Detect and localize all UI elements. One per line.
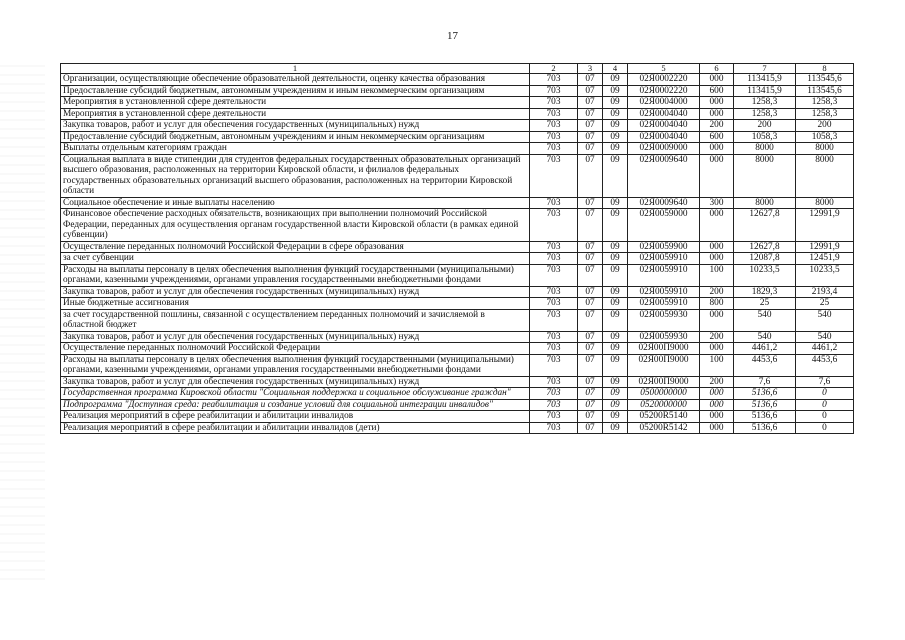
target-article-cell: 05200R5140	[628, 411, 700, 423]
table-row	[61, 209, 854, 242]
amount-year2-cell: 8000	[796, 197, 854, 209]
table-row	[61, 74, 854, 86]
ved-code-cell: 703	[530, 241, 578, 253]
ved-code-cell: 703	[530, 411, 578, 423]
amount-year1-cell: 12087,8	[734, 253, 796, 265]
subsection-code-cell: 09	[603, 108, 628, 120]
budget-table	[60, 63, 854, 434]
section-code-cell: 07	[578, 143, 603, 155]
row-name-cell: Реализация мероприятий в сфере реабилитации и абилитации инвалидов	[61, 411, 530, 423]
row-name-cell: Организации, осуществляющие обеспечение образовательной деятельности, оценку качества образования	[61, 74, 530, 86]
amount-year2-cell: 0	[796, 388, 854, 400]
ved-code-cell: 703	[530, 120, 578, 132]
section-code-cell: 07	[578, 74, 603, 86]
ved-code-cell: 703	[530, 422, 578, 434]
subsection-code-cell: 09	[603, 376, 628, 388]
ved-code-cell: 703	[530, 343, 578, 355]
amount-year1-cell: 1258,3	[734, 97, 796, 109]
budget-table-container	[60, 63, 853, 434]
ved-code-cell: 703	[530, 85, 578, 97]
section-code-cell: 07	[578, 354, 603, 376]
expense-type-cell: 600	[700, 85, 734, 97]
section-code-cell: 07	[578, 197, 603, 209]
expense-type-cell: 100	[700, 264, 734, 286]
section-code-cell: 07	[578, 241, 603, 253]
expense-type-cell: 000	[700, 209, 734, 242]
expense-type-cell: 200	[700, 286, 734, 298]
expense-type-cell: 000	[700, 97, 734, 109]
ved-code-cell: 703	[530, 388, 578, 400]
row-name-cell: Закупка товаров, работ и услуг для обеспечения государственных (муниципальных) нужд	[61, 376, 530, 388]
ved-code-cell: 703	[530, 286, 578, 298]
amount-year2-cell: 200	[796, 120, 854, 132]
target-article-cell: 02Я0059900	[628, 241, 700, 253]
ved-code-cell: 703	[530, 97, 578, 109]
amount-year1-cell: 12627,8	[734, 241, 796, 253]
target-article-cell: 02Я0059910	[628, 253, 700, 265]
section-code-cell: 07	[578, 331, 603, 343]
ved-code-cell: 703	[530, 108, 578, 120]
row-name-cell: Мероприятия в установленной сфере деятельности	[61, 108, 530, 120]
subsection-code-cell: 09	[603, 97, 628, 109]
target-article-cell: 02Я00П9000	[628, 376, 700, 388]
expense-type-cell: 000	[700, 422, 734, 434]
target-article-cell: 02Я0059930	[628, 309, 700, 331]
section-code-cell: 07	[578, 399, 603, 411]
amount-year2-cell: 113545,6	[796, 85, 854, 97]
subsection-code-cell: 09	[603, 354, 628, 376]
ved-code-cell: 703	[530, 74, 578, 86]
amount-year2-cell: 1258,3	[796, 108, 854, 120]
section-code-cell: 07	[578, 264, 603, 286]
expense-type-cell: 100	[700, 354, 734, 376]
amount-year2-cell: 8000	[796, 154, 854, 197]
row-name-cell: Реализация мероприятий в сфере реабилитации и абилитации инвалидов (дети)	[61, 422, 530, 434]
ved-code-cell: 703	[530, 298, 578, 310]
row-name-cell: Расходы на выплаты персоналу в целях обеспечения выполнения функций государственными (муниципальными) органами, казенными учреждениями, органами управления государственными внебюджетными фондами	[61, 354, 530, 376]
target-article-cell: 02Я0059930	[628, 331, 700, 343]
amount-year1-cell: 5136,6	[734, 411, 796, 423]
column-header: 3	[578, 64, 603, 74]
expense-type-cell: 000	[700, 108, 734, 120]
ved-code-cell: 703	[530, 354, 578, 376]
amount-year2-cell: 12991,9	[796, 209, 854, 242]
expense-type-cell: 000	[700, 411, 734, 423]
table-header-row	[61, 64, 854, 74]
table-row	[61, 298, 854, 310]
amount-year1-cell: 8000	[734, 154, 796, 197]
expense-type-cell: 000	[700, 74, 734, 86]
target-article-cell: 02Я0004040	[628, 108, 700, 120]
expense-type-cell: 800	[700, 298, 734, 310]
amount-year2-cell: 8000	[796, 143, 854, 155]
amount-year1-cell: 5136,6	[734, 388, 796, 400]
section-code-cell: 07	[578, 154, 603, 197]
target-article-cell: 02Я0004040	[628, 131, 700, 143]
target-article-cell: 02Я0004000	[628, 97, 700, 109]
amount-year1-cell: 4461,2	[734, 343, 796, 355]
table-row	[61, 97, 854, 109]
column-header: 6	[700, 64, 734, 74]
table-row	[61, 354, 854, 376]
ved-code-cell: 703	[530, 131, 578, 143]
table-row	[61, 131, 854, 143]
subsection-code-cell: 09	[603, 197, 628, 209]
column-header: 1	[61, 64, 530, 74]
section-code-cell: 07	[578, 286, 603, 298]
section-code-cell: 07	[578, 309, 603, 331]
table-row	[61, 108, 854, 120]
row-name-cell: Закупка товаров, работ и услуг для обеспечения государственных (муниципальных) нужд	[61, 286, 530, 298]
subsection-code-cell: 09	[603, 154, 628, 197]
table-row	[61, 85, 854, 97]
section-code-cell: 07	[578, 343, 603, 355]
amount-year1-cell: 8000	[734, 197, 796, 209]
target-article-cell: 02Я00П9000	[628, 354, 700, 376]
amount-year1-cell: 5136,6	[734, 399, 796, 411]
table-body	[61, 74, 854, 434]
ved-code-cell: 703	[530, 309, 578, 331]
table-row	[61, 120, 854, 132]
target-article-cell: 0500000000	[628, 388, 700, 400]
target-article-cell: 02Я0009640	[628, 154, 700, 197]
column-header: 8	[796, 64, 854, 74]
subsection-code-cell: 09	[603, 388, 628, 400]
amount-year1-cell: 540	[734, 309, 796, 331]
table-row	[61, 309, 854, 331]
expense-type-cell: 000	[700, 309, 734, 331]
target-article-cell: 02Я0059910	[628, 298, 700, 310]
amount-year2-cell: 0	[796, 411, 854, 423]
amount-year2-cell: 1258,3	[796, 97, 854, 109]
section-code-cell: 07	[578, 298, 603, 310]
amount-year1-cell: 113415,9	[734, 85, 796, 97]
target-article-cell: 0520000000	[628, 399, 700, 411]
table-row	[61, 197, 854, 209]
scan-margin-noise	[0, 60, 45, 580]
amount-year1-cell: 5136,6	[734, 422, 796, 434]
table-row	[61, 143, 854, 155]
subsection-code-cell: 09	[603, 343, 628, 355]
table-row	[61, 411, 854, 423]
amount-year2-cell: 4453,6	[796, 354, 854, 376]
expense-type-cell: 000	[700, 253, 734, 265]
row-name-cell: Иные бюджетные ассигнования	[61, 298, 530, 310]
row-name-cell: за счет государственной пошлины, связанной с осуществлением переданных полномочий и зачисляемой в областной бюджет	[61, 309, 530, 331]
subsection-code-cell: 09	[603, 241, 628, 253]
row-name-cell: Выплаты отдельным категориям граждан	[61, 143, 530, 155]
amount-year2-cell: 0	[796, 422, 854, 434]
target-article-cell: 02Я00П9000	[628, 343, 700, 355]
amount-year1-cell: 1058,3	[734, 131, 796, 143]
subsection-code-cell: 09	[603, 399, 628, 411]
subsection-code-cell: 09	[603, 209, 628, 242]
subsection-code-cell: 09	[603, 131, 628, 143]
row-name-cell: Расходы на выплаты персоналу в целях обеспечения выполнения функций государственными (муниципальными) органами, казенными учреждениями, органами управления государственными внебюджетными фондами	[61, 264, 530, 286]
table-row	[61, 422, 854, 434]
amount-year1-cell: 12627,8	[734, 209, 796, 242]
amount-year1-cell: 1258,3	[734, 108, 796, 120]
row-name-cell: Государственная программа Кировской области "Социальная поддержка и социальное обслуживание граждан"	[61, 388, 530, 400]
ved-code-cell: 703	[530, 253, 578, 265]
expense-type-cell: 000	[700, 154, 734, 197]
row-name-cell: Закупка товаров, работ и услуг для обеспечения государственных (муниципальных) нужд	[61, 331, 530, 343]
target-article-cell: 02Я0002220	[628, 85, 700, 97]
table-row	[61, 286, 854, 298]
subsection-code-cell: 09	[603, 74, 628, 86]
amount-year1-cell: 113415,9	[734, 74, 796, 86]
section-code-cell: 07	[578, 97, 603, 109]
target-article-cell: 05200R5142	[628, 422, 700, 434]
column-header: 2	[530, 64, 578, 74]
expense-type-cell: 200	[700, 331, 734, 343]
subsection-code-cell: 09	[603, 309, 628, 331]
amount-year1-cell: 7,6	[734, 376, 796, 388]
subsection-code-cell: 09	[603, 331, 628, 343]
amount-year1-cell: 540	[734, 331, 796, 343]
column-header: 7	[734, 64, 796, 74]
row-name-cell: за счет субвенции	[61, 253, 530, 265]
subsection-code-cell: 09	[603, 422, 628, 434]
target-article-cell: 02Я0002220	[628, 74, 700, 86]
expense-type-cell: 200	[700, 376, 734, 388]
column-header: 5	[628, 64, 700, 74]
section-code-cell: 07	[578, 253, 603, 265]
subsection-code-cell: 09	[603, 286, 628, 298]
table-row	[61, 376, 854, 388]
expense-type-cell: 000	[700, 241, 734, 253]
ved-code-cell: 703	[530, 209, 578, 242]
row-name-cell: Финансовое обеспечение расходных обязательств, возникающих при выполнении полномочий Российской Федерации, переданных для осуществления органам государственной власти Кировской области (в рамках единой субвенции)	[61, 209, 530, 242]
amount-year2-cell: 12991,9	[796, 241, 854, 253]
expense-type-cell: 300	[700, 197, 734, 209]
row-name-cell: Осуществление переданных полномочий Российской Федерации в сфере образования	[61, 241, 530, 253]
table-row	[61, 388, 854, 400]
amount-year2-cell: 4461,2	[796, 343, 854, 355]
amount-year1-cell: 8000	[734, 143, 796, 155]
section-code-cell: 07	[578, 131, 603, 143]
row-name-cell: Закупка товаров, работ и услуг для обеспечения государственных (муниципальных) нужд	[61, 120, 530, 132]
table-row	[61, 154, 854, 197]
section-code-cell: 07	[578, 108, 603, 120]
table-row	[61, 253, 854, 265]
subsection-code-cell: 09	[603, 143, 628, 155]
ved-code-cell: 703	[530, 331, 578, 343]
column-header: 4	[603, 64, 628, 74]
expense-type-cell: 000	[700, 399, 734, 411]
row-name-cell: Подпрограмма "Доступная среда: реабилитация и создание условий для социальной интеграции инвалидов"	[61, 399, 530, 411]
table-row	[61, 241, 854, 253]
amount-year2-cell: 7,6	[796, 376, 854, 388]
ved-code-cell: 703	[530, 264, 578, 286]
table-row	[61, 264, 854, 286]
amount-year1-cell: 4453,6	[734, 354, 796, 376]
amount-year2-cell: 540	[796, 331, 854, 343]
ved-code-cell: 703	[530, 154, 578, 197]
target-article-cell: 02Я0009000	[628, 143, 700, 155]
expense-type-cell: 000	[700, 143, 734, 155]
target-article-cell: 02Я0059000	[628, 209, 700, 242]
amount-year1-cell: 10233,5	[734, 264, 796, 286]
row-name-cell: Предоставление субсидий бюджетным, автономным учреждениям и иным некоммерческим организациям	[61, 85, 530, 97]
amount-year2-cell: 2193,4	[796, 286, 854, 298]
ved-code-cell: 703	[530, 399, 578, 411]
amount-year2-cell: 540	[796, 309, 854, 331]
section-code-cell: 07	[578, 388, 603, 400]
row-name-cell: Социальное обеспечение и иные выплаты населению	[61, 197, 530, 209]
table-row	[61, 343, 854, 355]
amount-year2-cell: 10233,5	[796, 264, 854, 286]
ved-code-cell: 703	[530, 197, 578, 209]
amount-year2-cell: 12451,9	[796, 253, 854, 265]
amount-year2-cell: 113545,6	[796, 74, 854, 86]
row-name-cell: Мероприятия в установленной сфере деятельности	[61, 97, 530, 109]
row-name-cell: Осуществление переданных полномочий Российской Федерации	[61, 343, 530, 355]
subsection-code-cell: 09	[603, 264, 628, 286]
subsection-code-cell: 09	[603, 411, 628, 423]
subsection-code-cell: 09	[603, 85, 628, 97]
section-code-cell: 07	[578, 120, 603, 132]
expense-type-cell: 000	[700, 343, 734, 355]
page-number: 17	[447, 30, 458, 42]
amount-year1-cell: 1829,3	[734, 286, 796, 298]
subsection-code-cell: 09	[603, 298, 628, 310]
expense-type-cell: 600	[700, 131, 734, 143]
target-article-cell: 02Я0059910	[628, 286, 700, 298]
amount-year1-cell: 25	[734, 298, 796, 310]
amount-year1-cell: 200	[734, 120, 796, 132]
table-row	[61, 399, 854, 411]
section-code-cell: 07	[578, 85, 603, 97]
subsection-code-cell: 09	[603, 253, 628, 265]
subsection-code-cell: 09	[603, 120, 628, 132]
section-code-cell: 07	[578, 209, 603, 242]
target-article-cell: 02Я0059910	[628, 264, 700, 286]
expense-type-cell: 200	[700, 120, 734, 132]
row-name-cell: Предоставление субсидий бюджетным, автономным учреждениям и иным некоммерческим организациям	[61, 131, 530, 143]
section-code-cell: 07	[578, 422, 603, 434]
target-article-cell: 02Я0009640	[628, 197, 700, 209]
section-code-cell: 07	[578, 411, 603, 423]
table-row	[61, 331, 854, 343]
ved-code-cell: 703	[530, 376, 578, 388]
row-name-cell: Социальная выплата в виде стипендии для студентов федеральных государственных образовательных организаций высшего образования, расположенных на территории Кировской области, и филиалов федеральных государственных образовательных организаций высшего образования, расположенных на территории Кировской области	[61, 154, 530, 197]
expense-type-cell: 000	[700, 388, 734, 400]
target-article-cell: 02Я0004040	[628, 120, 700, 132]
amount-year2-cell: 0	[796, 399, 854, 411]
ved-code-cell: 703	[530, 143, 578, 155]
section-code-cell: 07	[578, 376, 603, 388]
amount-year2-cell: 25	[796, 298, 854, 310]
amount-year2-cell: 1058,3	[796, 131, 854, 143]
